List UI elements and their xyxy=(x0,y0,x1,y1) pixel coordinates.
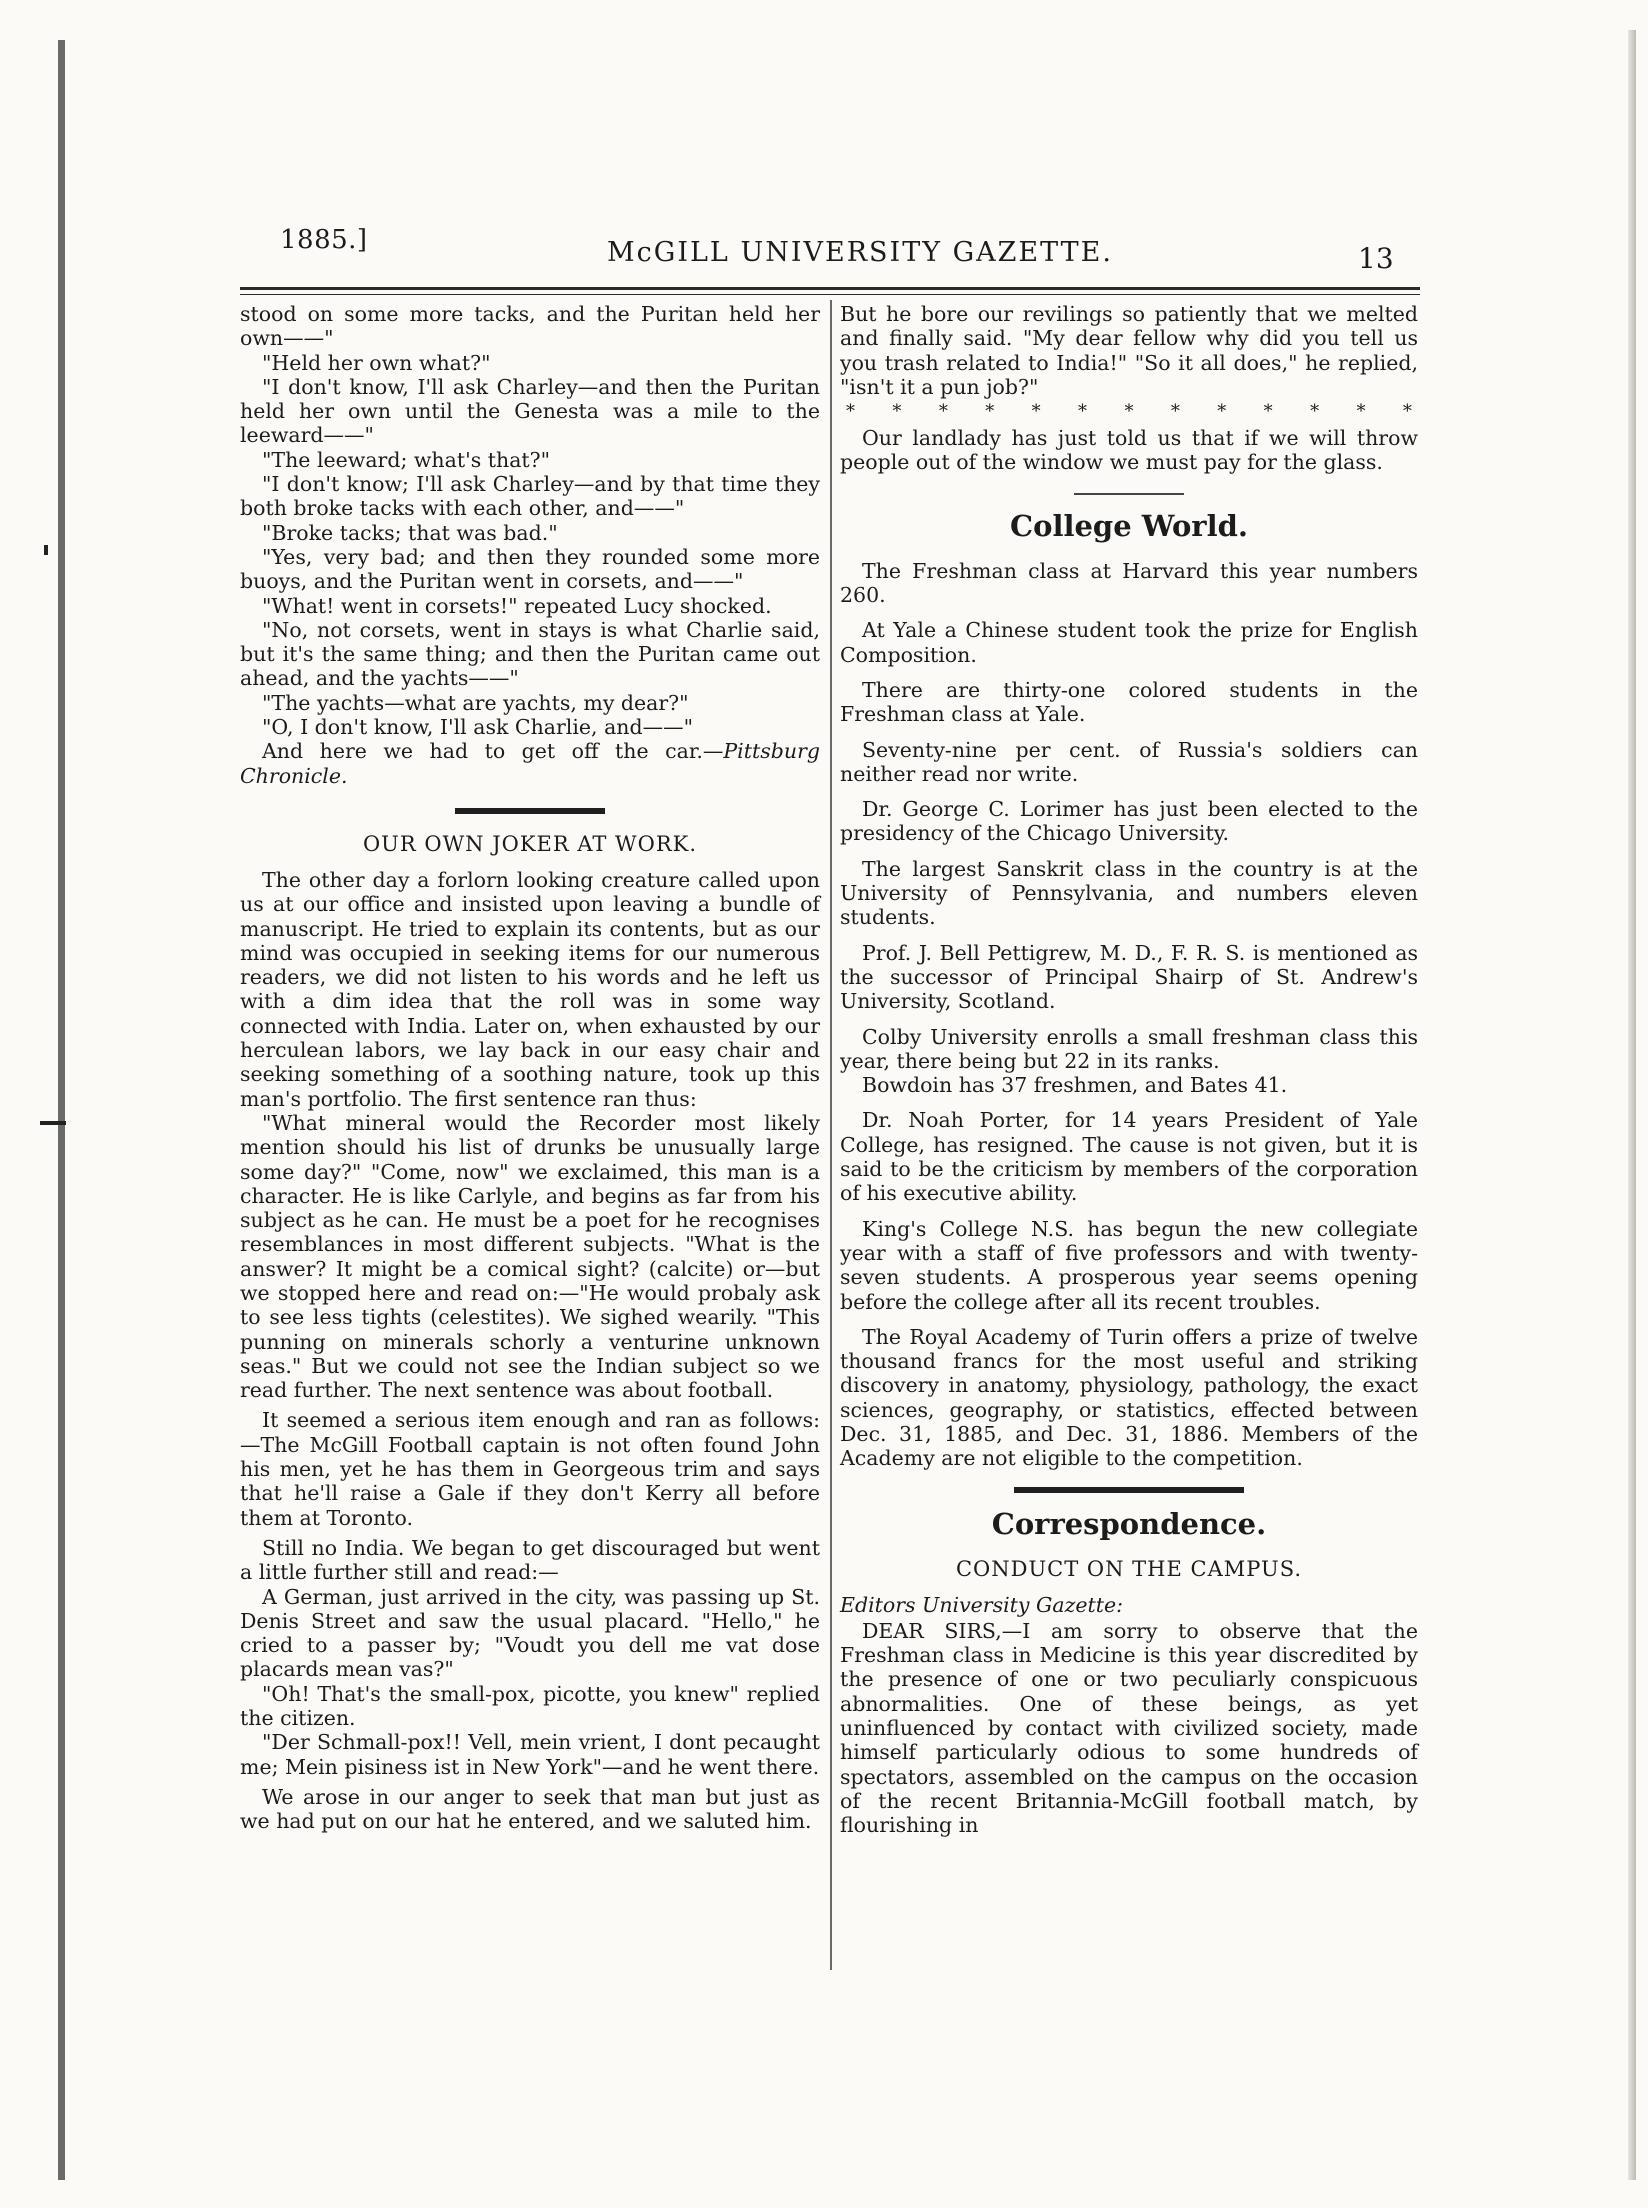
star: * xyxy=(1031,401,1041,423)
story-paragraph: "I don't know, I'll ask Charley—and then the Puritan held her own until the Genesta was a mile to the leeward——" xyxy=(240,374,820,448)
college-item: There are thirty-one colored students in the Freshman class at Yale. xyxy=(840,677,1418,727)
story-paragraph: "Held her own what?" xyxy=(262,350,491,375)
star: * xyxy=(1402,401,1412,423)
section-divider xyxy=(1074,493,1184,495)
correspondence-heading: Correspondence. xyxy=(991,1506,1267,1541)
column-divider xyxy=(830,300,832,1970)
joker-section-title: OUR OWN JOKER AT WORK. xyxy=(362,831,698,856)
landlady-note: Our landlady has just told us that if we will throw people out of the window we must pay for the glass. xyxy=(840,426,1418,475)
story-paragraph: stood on some more tacks, and the Puritan held her own——" xyxy=(240,302,820,351)
star: * xyxy=(1263,401,1273,423)
joker-paragraph: A German, just arrived in the city, was passing up St. Denis Street and saw the usual placard. "Hello," he cried to a passer by; "Voudt you dell me vat dose placards mean vas?" xyxy=(240,1584,820,1682)
joker-paragraph: We arose in our anger to seek that man but just as we had put on our hat he entered, and we saluted him. xyxy=(240,1784,820,1834)
story-paragraph: "Yes, very bad; and then they rounded some more buoys, and the Puritan went in corsets, and——" xyxy=(240,544,820,594)
section-divider xyxy=(455,808,605,814)
star: * xyxy=(1356,401,1366,423)
star: * xyxy=(1124,401,1134,423)
story-paragraph: "What! went in corsets!" repeated Lucy shocked. xyxy=(262,593,772,618)
star: * xyxy=(938,401,948,423)
joker-article xyxy=(240,868,820,1834)
star: * xyxy=(892,401,902,423)
story-paragraph: "No, not corsets, went in stays is what Charlie said, but it's the same thing; and then the Puritan came out ahead, and the yachts——" xyxy=(240,617,820,691)
closing-source: Pittsburg Chronicle. xyxy=(240,739,820,788)
story-paragraph: "I don't know; I'll ask Charley—and by that time they both broke tacks with each other, and——" xyxy=(240,472,820,521)
joker-paragraph: "What mineral would the Recorder most likely mention should his list of drunks be unusually large some day?" "Come, now" we exclaimed, this man is a character. He is like Carlyle, and begins as far from his subject as he can. He must be a poet for he recognises resemblances in most different subjects. "What is the answer? It might be a comical sight? (calcite) or—but we stopped here and read on:—"He would probaly ask to see less tights (celestites). We sighed wearily. "This punning on minerals schorly a venturine unknown seas." But we could not see the Indian subject so we read further. The next sentence was about football. xyxy=(240,1110,820,1403)
star: * xyxy=(1078,401,1088,423)
intro-paragraph: But he bore our revilings so patiently that we melted and finally said. "My dear fellow why did you tell us you trash related to India!" "So it all does," he replied, "isn't it a pun job?" xyxy=(840,302,1418,399)
college-item: Colby University enrolls a small freshman class this year, there being but 22 in its ranks. xyxy=(840,1024,1418,1073)
header-rule-thin xyxy=(240,294,1420,295)
story-paragraph: "Broke tacks; that was bad." xyxy=(262,520,558,545)
letter-body: DEAR SIRS,—I am sorry to observe that the Freshman class in Medicine is this year discredited by the presence of one or two peculiarly conspicuous abnormalities. One of these beings, as yet uninfluenced by contact with civilized society, made himself particularly odious to some hundreds of spectators, assembled on the campus on the occasion of the recent Britannia-McGill football match, by flourishing in xyxy=(840,1618,1418,1838)
page-left-edge xyxy=(58,40,65,2180)
joker-paragraph: The other day a forlorn looking creature called upon us at our office and insisted upon leaving a bundle of manuscript. He tried to explain its contents, but as our mind was occupied in seeking items for our numerous readers, we did not listen to his words and he left us with a dim idea that the roll was in some way connected with India. Later on, when exhausted by our herculean labors, we lay back in our easy chair and seeking something of a soothing nature, took up this man's portfolio. The first sentence ran thus: xyxy=(240,867,820,1111)
joker-paragraph: "Oh! That's the small-pox, picotte, you knew" replied the citizen. xyxy=(240,1681,820,1731)
letter-salutation: Editors University Gazette: xyxy=(840,1592,1124,1617)
header-year: 1885.] xyxy=(280,225,368,255)
header-page-number: 13 xyxy=(1358,242,1394,275)
college-item: At Yale a Chinese student took the prize for English Composition. xyxy=(840,618,1418,667)
right-column xyxy=(840,302,1418,1838)
story-closing xyxy=(240,739,820,788)
page-right-edge xyxy=(1628,30,1636,2180)
section-divider xyxy=(1014,1487,1244,1493)
left-column xyxy=(240,302,820,1834)
college-world-heading: College World. xyxy=(1010,508,1248,543)
dialogue-story xyxy=(240,302,820,788)
conduct-title: CONDUCT ON THE CAMPUS. xyxy=(955,1556,1303,1581)
joker-paragraph: Still no India. We began to get discouraged but went a little further still and read:— xyxy=(240,1535,820,1585)
star: * xyxy=(846,401,855,423)
college-item: King's College N.S. has begun the new collegiate year with a staff of five professors and with twenty-seven students. A prosperous year seems opening before the college after all its recent troubles. xyxy=(840,1216,1418,1314)
college-item: Bowdoin has 37 freshmen, and Bates 41. xyxy=(862,1073,1288,1098)
college-item: The largest Sanskrit class in the country is at the University of Pennsylvania, and numbers eleven students. xyxy=(840,856,1418,930)
college-item: Prof. J. Bell Pettigrew, M. D., F. R. S. is mentioned as the successor of Principal Shairp of St. Andrew's University, Scotland. xyxy=(840,940,1418,1014)
joker-paragraph: "Der Schmall-pox!! Vell, mein vrient, I dont pecaught me; Mein pisiness ist in New York"—and he went there. xyxy=(240,1730,820,1779)
story-paragraph: "The yachts—what are yachts, my dear?" xyxy=(262,690,689,715)
margin-mark xyxy=(40,1121,66,1125)
story-paragraph: "The leeward; what's that?" xyxy=(262,447,551,472)
star: * xyxy=(1217,401,1227,423)
closing-text: And here we had to get off the car.— xyxy=(262,739,724,764)
star: * xyxy=(1310,401,1320,423)
margin-mark xyxy=(44,545,48,555)
college-item: The Royal Academy of Turin offers a prize of twelve thousand francs for the most useful and striking discovery in anatomy, physiology, pathology, the exact sciences, geography, or statistics, effected between Dec. 31, 1885, and Dec. 31, 1886. Members of the Academy are not eligible to the competition. xyxy=(840,1324,1418,1471)
college-item: Dr. Noah Porter, for 14 years President of Yale College, has resigned. The cause is not given, but it is said to be the criticism by members of the corporation of his executive ability. xyxy=(840,1108,1418,1206)
header-rule-thick xyxy=(240,287,1420,290)
college-item: The Freshman class at Harvard this year numbers 260. xyxy=(840,558,1418,608)
college-world-list xyxy=(840,559,1418,1471)
joker-paragraph: It seemed a serious item enough and ran as follows:—The McGill Football captain is not often found John his men, yet he has them in Georgeous trim and says that he'll raise a Gale if they don't Kerry all before them at Toronto. xyxy=(240,1408,820,1530)
college-item: Dr. George C. Lorimer has just been elected to the presidency of the Chicago University. xyxy=(840,797,1418,846)
story-paragraph: "O, I don't know, I'll ask Charlie, and——" xyxy=(262,715,694,740)
header-title: McGILL UNIVERSITY GAZETTE. xyxy=(607,237,1113,268)
star: * xyxy=(1170,401,1180,423)
college-item: Seventy-nine per cent. of Russia's soldiers can neither read nor write. xyxy=(840,737,1418,786)
star-separator xyxy=(840,399,1418,426)
star: * xyxy=(985,401,995,423)
